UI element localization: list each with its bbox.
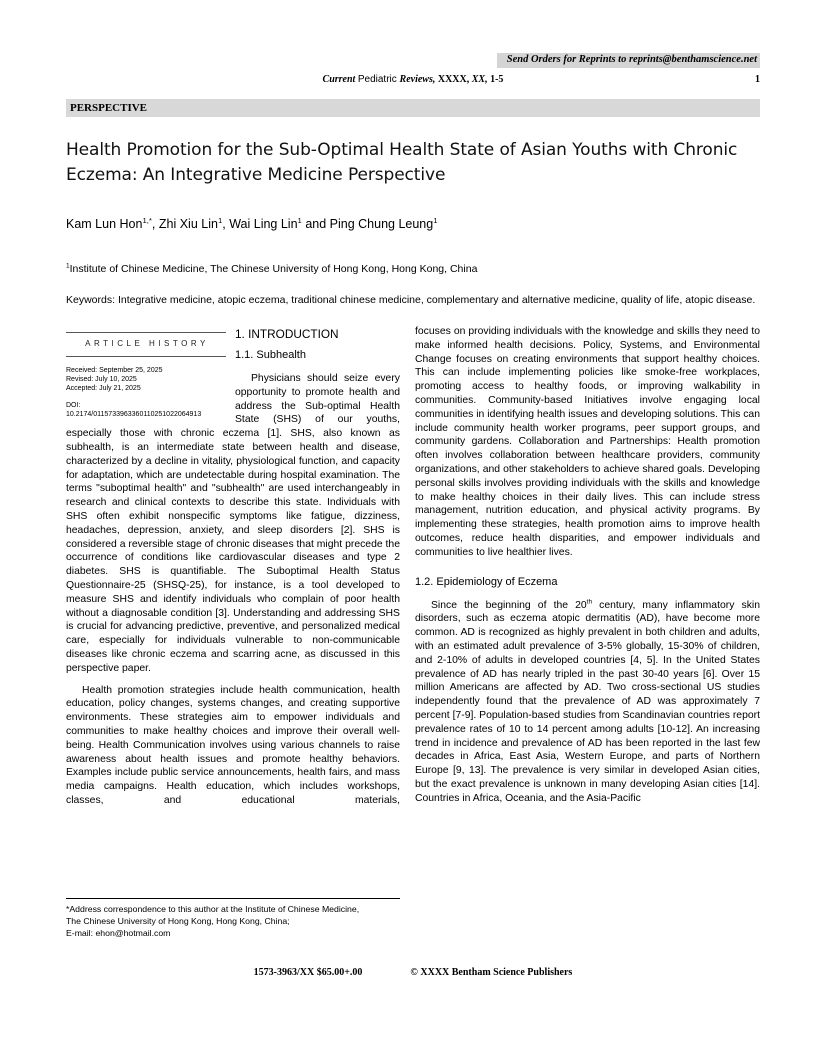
journal-name-reviews: Reviews, xyxy=(399,74,438,85)
journal-volume: XXXX, xyxy=(437,74,472,85)
copyright-notice: © XXXX Bentham Science Publishers xyxy=(410,967,573,978)
keywords-text: Integrative medicine, atopic eczema, traditional chinese medicine, complementary and alternative medicine, quality of life, atopic disease. xyxy=(117,294,756,306)
journal-line xyxy=(66,73,760,86)
affiliation xyxy=(66,263,760,276)
article-history-box xyxy=(66,332,226,419)
doi-value: 10.2174/0115733963360110251022064913 xyxy=(66,410,202,418)
author: Kam Lun Hon$^{1,*}$, xyxy=(66,215,159,231)
page-number: 1 xyxy=(755,74,760,85)
author-separator: , xyxy=(222,217,230,231)
revised-date: Revised: July 10, 2025 xyxy=(66,376,137,384)
accepted-date: Accepted: July 21, 2025 xyxy=(66,385,141,393)
journal-issue: XX, xyxy=(471,74,491,85)
affiliation-text: Institute of Chinese Medicine, The Chinese University of Hong Kong, Hong Kong, China xyxy=(69,263,478,275)
left-column xyxy=(66,325,400,947)
article-history-rule-bottom xyxy=(66,356,226,357)
keywords-label: Keywords: xyxy=(66,294,118,306)
author-superscript: 1,* xyxy=(142,215,152,225)
author-separator: and xyxy=(301,217,330,231)
body-columns xyxy=(66,325,760,947)
author-superscript: 1 xyxy=(433,215,438,225)
footnote-email: E-mail: ehon@hotmail.com xyxy=(66,928,171,938)
author-superscript: 1 xyxy=(217,215,223,225)
footnote-line: *Address correspondence to this author at the Institute of Chinese Medicine, xyxy=(66,904,360,914)
section-heading-subhealth: 1.1. Subhealth xyxy=(235,349,306,361)
affiliation-superscript: 1 xyxy=(66,262,70,270)
received-date: Received: September 25, 2025 xyxy=(66,366,163,374)
correspondence-footnote xyxy=(66,898,400,939)
author-separator: , xyxy=(151,217,159,231)
right-column xyxy=(415,325,760,947)
journal-name-pediatric: Pediatric xyxy=(357,74,400,85)
author-superscript: 1 xyxy=(297,215,302,225)
journal-name-current: Current xyxy=(322,74,358,85)
keywords-line xyxy=(66,293,760,307)
article-history-dates xyxy=(66,366,226,394)
doi-block xyxy=(66,401,226,420)
article-type-label: PERSPECTIVE xyxy=(70,102,148,114)
article-type-bar xyxy=(66,99,760,117)
reprint-notice: Send Orders for Reprints to reprints@benthamscience.net xyxy=(497,53,760,68)
author-byline xyxy=(66,217,760,232)
author: Wai Ling Lin$^1$ and xyxy=(229,215,330,231)
reprint-notice-row xyxy=(66,49,760,68)
doi-label: DOI: xyxy=(66,401,81,409)
journal-citation xyxy=(323,74,504,85)
article-title: Health Promotion for the Sub-Optimal Health State of Asian Youths with Chronic Eczema: An Integrative Medicine Perspective xyxy=(66,140,738,185)
section-heading-epidemiology: 1.2. Epidemiology of Eczema xyxy=(415,575,558,588)
paragraph-subhealth: Physicians should seize every opportunity to promote health and address the Sub-optimal Health State (SHS) of our youths, especially those with chronic eczema [1]. SHS, also known as subhealth, is an intermediate state between health and disease, characterized by a decline in vitality, physiological function, and capacity for adaptation, which are undetectable during hospital examination. The terms "suboptimal health" and "subhealth" are used interchangeably in research and clinical contexts to describe this state. Individuals with SHS often exhibit nonspecific symptoms like fatigue, dizziness, headaches, depression, anxiety, and sleep disorders [2]. SHS is considered a reversible stage of chronic diseases that might precede the occurrence of conditions like cardiovascular diseases and type 2 diabetes. SHS is quantifiable. The Suboptimal Health Status Questionnaire-25 (SHSQ-25), for instance, is a tool developed to measure SHS and identify individuals who complain of poor health without a diagnosable condition [3]. Understanding and addressing SHS is crucial for advancing predictive, preventive, and personalized medical care, especially for individuals vulnerable to non-communicable diseases like chronic eczema and scarring acne, as discussed in this perspective paper. xyxy=(66,373,400,674)
page-footer xyxy=(66,967,760,978)
paragraph-health-promotion-left: Health promotion strategies include health communication, health education, policy changes, systems changes, and creating supportive environments. These strategies aim to empower individuals and communities to make healthy choices and improve their overall well-being. Health Communication involves using various channels to raise awareness about health issues and promote healthy behaviors. Examples include public service announcements, health fairs, and mass media campaigns. Health education, which includes workshops, classes, and educational materials, xyxy=(66,684,400,806)
section-heading-introduction: 1. INTRODUCTION xyxy=(235,327,339,341)
journal-pages: 1-5 xyxy=(490,74,504,85)
article-history-heading: ARTICLE HISTORY xyxy=(85,339,209,348)
footnote-line: The Chinese University of Hong Kong, Hong Kong, China; xyxy=(66,916,290,926)
issn-price: 1573-3963/XX $65.00+.00 xyxy=(253,967,363,978)
ordinal-superscript: th xyxy=(586,598,593,606)
author: Ping Chung Leung$^1$ xyxy=(329,215,438,231)
author: Zhi Xiu Lin$^1$, xyxy=(158,215,230,231)
paragraph-health-promotion-right: focuses on providing individuals with the knowledge and skills they need to make informed health decisions. Policy, Systems, and Environmental Change focuses on creating environments that support healthy choices. This can include implementing policies like smoke-free workplaces, promoting access to healthy foods, or improving walkability in communities. Community-based Initiatives involve engaging local communities in identifying health issues and developing solutions. This can include community health worker programs, peer support groups, and community gardens. Collaboration and Partnerships: Health promotion often involves collaboration between healthcare providers, community organizations, and other stakeholders to achieve shared goals. Developing personal skills involves providing individuals with the skills and knowledge to make healthy choices in their daily lives. This can include stress management, nutrition education, and physical activity programs. By implementing these strategies, health promotion aims to improve health outcomes, reduce health disparities, and empower individuals and communities to live healthier lives. xyxy=(415,326,760,558)
paragraph-epidemiology: Since the beginning of the 20th century, many inflammatory skin disorders, such as eczema atopic dermatitis (AD), have become more common. AD is recognized as highly prevalent in both children and adults, with an estimated adult prevalence of 3-5% globally, 15-30% of children, and 2-10% of adults in developed countries [4, 5]. In the United States prevalence of AD has nearly tripled in the past 30-40 years [6]. Over 15 million Americans are affected by AD. Two cross-sectional US studies independently found that the prevalence of AD was approximately 7 percent [7-9]. Population-based studies from Scandinavian countries report prevalence rates of 10 to 14 percent among adults [10-12]. An increasing trend in incidence and prevalence of AD has been reported in the last few decades in Africa, East Asia, Western Europe, and parts of Northern Europe [9, 13]. The prevalence is very similar in developed Asian cities, but the exact prevalence is unknown in many developing Asian cities [14]. Countries in Africa, Oceania, and the Asia-Pacific xyxy=(415,598,760,804)
